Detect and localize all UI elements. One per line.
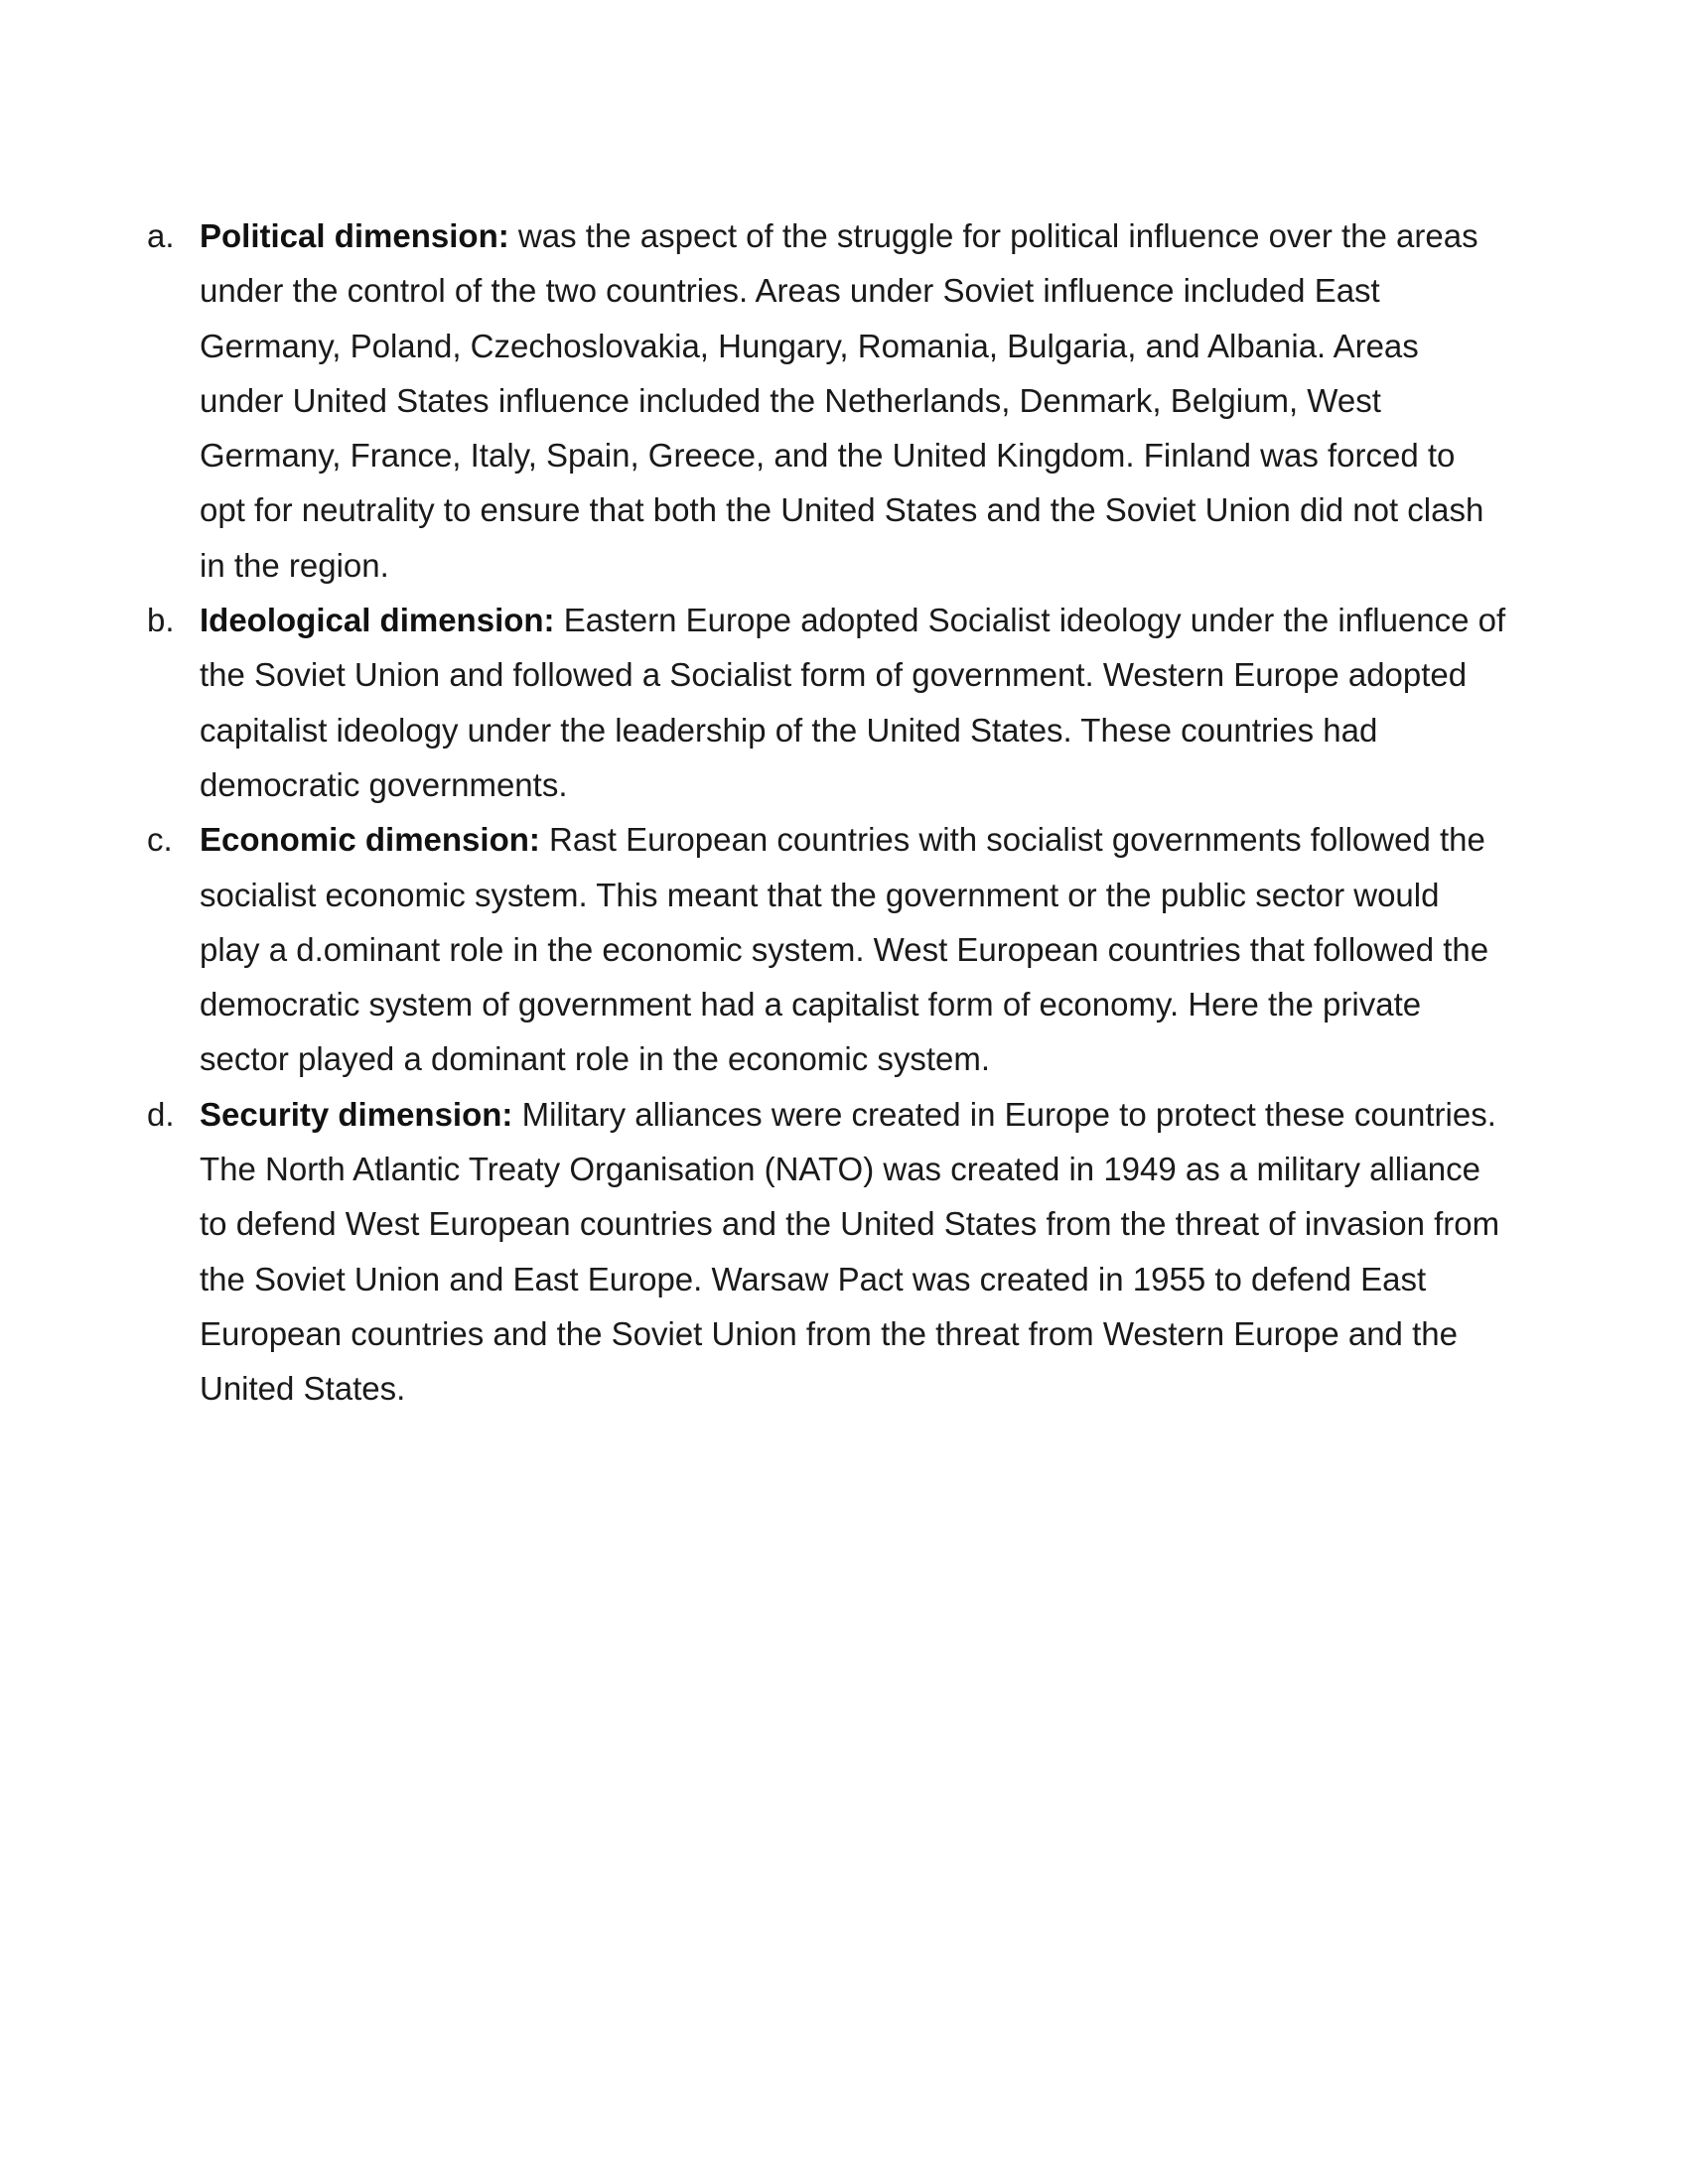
dimension-list	[147, 208, 1507, 1417]
item-text: was the aspect of the struggle for political influence over the areas under the control of the two countries. Areas under Soviet influence included East Germany, Poland, Czechoslovakia, Hungary, Romania, Bulgaria, and Albania. Areas under United States influence included the Netherlands, Denmark, Belgium, West Germany, France, Italy, Spain, Greece, and the United Kingdom. Finland was forced to opt for neutrality to ensure that both the United States and the Soviet Union did not clash in the region.	[200, 217, 1484, 584]
list-item-economic	[147, 812, 1507, 1086]
list-item-security	[147, 1087, 1507, 1417]
item-heading: Ideological dimension:	[200, 602, 555, 639]
item-heading: Security dimension:	[200, 1095, 513, 1133]
list-item-body	[200, 208, 1507, 593]
item-heading: Political dimension:	[200, 217, 509, 254]
list-marker: a.	[147, 217, 175, 254]
list-marker: c.	[147, 821, 173, 859]
list-item-political	[147, 208, 1507, 593]
list-item-ideological	[147, 593, 1507, 812]
item-text: Eastern Europe adopted Socialist ideology under the influence of the Soviet Union and followed a Socialist form of government. Western Europe adopted capitalist ideology under the leadership of the United States. These countries had democratic governments.	[200, 602, 1506, 803]
list-marker: d.	[147, 1095, 175, 1133]
list-item-body	[200, 593, 1507, 812]
list-item-body	[200, 812, 1507, 1086]
list-marker: b.	[147, 602, 175, 639]
item-text: Military alliances were created in Europe to protect these countries. The North Atlantic Treaty Organisation (NATO) was created in 1949 as a military alliance to defend West European countries and the United States from the threat of invasion from the Soviet Union and East Europe. Warsaw Pact was created in 1955 to defend East European countries and the Soviet Union from the threat from Western Europe and the United States.	[200, 1095, 1500, 1408]
list-item-body	[200, 1087, 1507, 1417]
item-text: Rast European countries with socialist governments followed the socialist economic system. This meant that the government or the public sector would play a d.ominant role in the economic system. West European countries that followed the democratic system of government had a capitalist form of economy. Here the private sector played a dominant role in the economic system.	[200, 821, 1489, 1078]
item-heading: Economic dimension:	[200, 821, 540, 859]
